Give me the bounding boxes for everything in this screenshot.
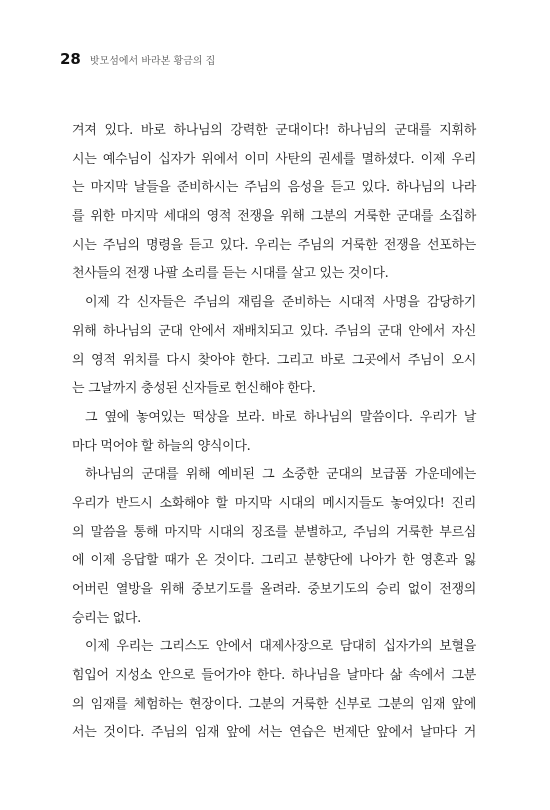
text-line: 의 영적 위치를 다시 찾아야 한다. 그리고 바로 그곳에서 주님이 오시 [72,352,476,368]
running-header [60,50,215,68]
text-line: 는 마지막 날들을 준비하시는 주님의 음성을 듣고 있다. 하나님의 나라 [72,180,476,196]
text-line: 겨져 있다. 바로 하나님의 강력한 군대이다! 하나님의 군대를 지휘하 [72,123,476,138]
page-number: 28 [60,50,81,68]
text-line: 하나님의 군대를 위해 예비된 그 소중한 군대의 보급품 가운데에는 [85,467,476,483]
text-line: 이제 각 신자들은 주님의 재림을 준비하는 시대적 사명을 감당하기 [85,295,476,311]
text-line: 천사들의 전쟁 나팔 소리를 듣는 시대를 살고 있는 것이다. [72,266,389,282]
text-line: 시는 주님의 명령을 듣고 있다. 우리는 주님의 거룩한 전쟁을 선포하는 [72,237,476,253]
text-line: 의 임재를 체험하는 현장이다. 그분의 거룩한 신부로 그분의 임재 앞에 [72,696,476,712]
book-title: 밧모섬에서 바라본 황금의 집 [89,56,216,67]
text-line: 시는 예수님이 십자가 위에서 이미 사탄의 권세를 멸하셨다. 이제 우리 [72,151,476,167]
text-line: 힘입어 지성소 안으로 들어가야 한다. 하나님을 날마다 삶 속에서 그분 [72,668,476,684]
text-line: 승리는 없다. [72,610,141,626]
text-line: 를 위한 마지막 세대의 영적 전쟁을 위해 그분의 거룩한 군대를 소집하 [72,209,476,225]
text-line: 우리가 반드시 소화해야 할 마지막 시대의 메시지들도 놓여있다! 진리 [72,495,476,511]
text-line: 이제 우리는 그리스도 안에서 대제사장으로 담대히 십자가의 보혈을 [85,639,476,655]
text-line: 어버린 열방을 위해 중보기도를 올려라. 중보기도의 승리 없이 전쟁의 [72,582,476,597]
text-line: 는 그날까지 충성된 신자들로 헌신해야 한다. [72,381,316,397]
text-line: 서는 것이다. 주님의 임재 앞에 서는 연습은 번제단 앞에서 날마다 거 [72,725,476,741]
text-line: 위해 하나님의 군대 안에서 재배치되고 있다. 주님의 군대 안에서 자신 [72,323,476,339]
body-text [72,117,476,748]
text-line: 마다 먹어야 할 하늘의 양식이다. [72,438,251,454]
text-line: 그 옆에 놓여있는 떡상을 보라. 바로 하나님의 말씀이다. 우리가 날 [85,409,476,425]
text-line: 에 이제 응답할 때가 온 것이다. 그리고 분향단에 나아가 한 영혼과 잃 [72,553,476,569]
text-line: 의 말씀을 통해 마지막 시대의 징조를 분별하고, 주님의 거룩한 부르심 [72,524,476,540]
